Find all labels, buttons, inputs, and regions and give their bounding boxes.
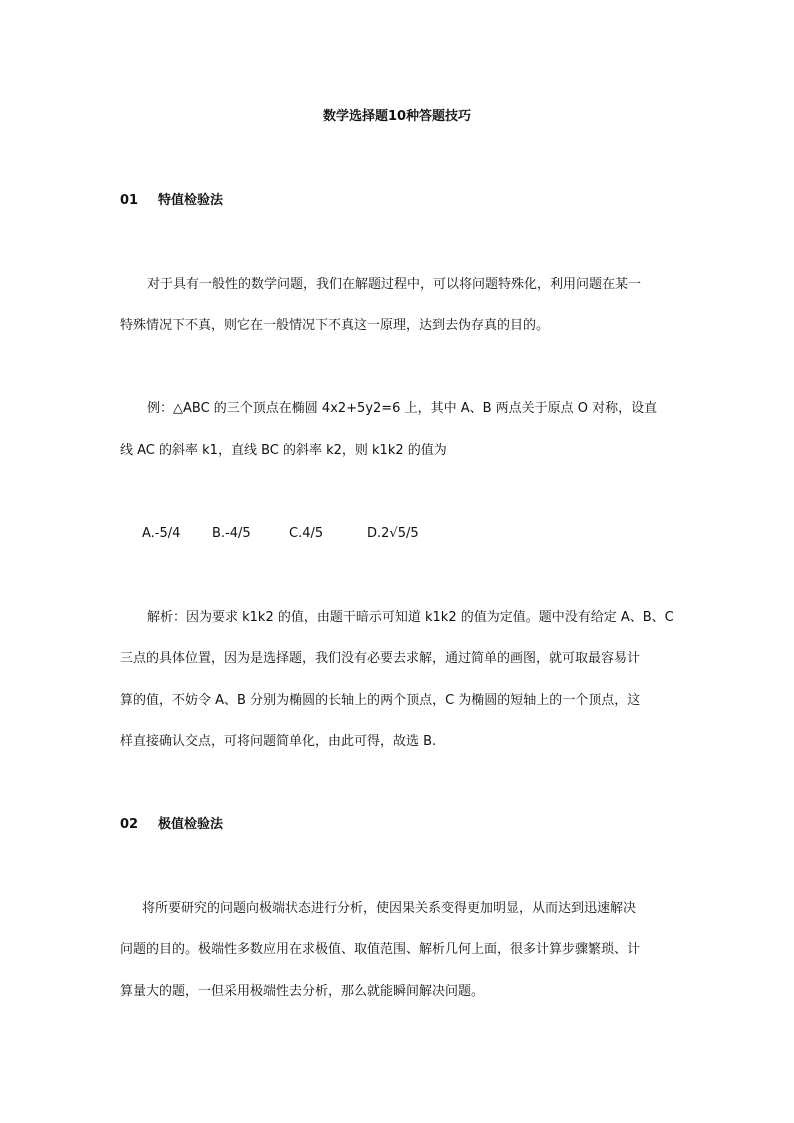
section-number: 02 xyxy=(120,817,139,832)
paragraph-line: 对于具有一般性的数学问题，我们在解题过程中，可以将问题特殊化，利用问题在某一 xyxy=(147,277,642,292)
paragraph-line: 特殊情况下不真，则它在一般情况下不真这一原理，达到去伪存真的目的。 xyxy=(120,318,550,333)
answer-options xyxy=(142,526,419,542)
section-number: 01 xyxy=(120,193,139,208)
section-heading-2 xyxy=(120,817,223,833)
analysis-line: 三点的具体位置，因为是选择题，我们没有必要去求解，通过简单的画图，就可取最容易计 xyxy=(120,651,641,666)
analysis-line: 样直接确认交点，可将问题简单化，由此可得，故选 B. xyxy=(120,734,437,749)
option-c: C.4/5 xyxy=(289,526,324,541)
example-line: 例：△ABC 的三个顶点在椭圆 4x2+5y2=6 上，其中 A、B 两点关于原点 O 对称，设直 xyxy=(147,401,658,416)
paragraph-line: 将所要研究的问题向极端状态进行分析，使因果关系变得更加明显，从而达到迅速解决 xyxy=(142,901,637,916)
analysis-line: 解析：因为要求 k1k2 的值，由题干暗示可知道 k1k2 的值为定值。题中没有给定 A、B、C xyxy=(147,610,674,625)
option-b: B.-4/5 xyxy=(212,526,251,541)
section-heading-1 xyxy=(120,193,223,209)
option-a: A.-5/4 xyxy=(142,526,181,541)
section-title: 特值检验法 xyxy=(158,193,224,208)
document-title: 数学选择题10种答题技巧 xyxy=(322,109,472,124)
example-line: 线 AC 的斜率 k1，直线 BC 的斜率 k2，则 k1k2 的值为 xyxy=(120,443,447,458)
paragraph-line: 算量大的题，一但采用极端性去分析，那么就能瞬间解决问题。 xyxy=(120,984,485,999)
option-d: D.2√5/5 xyxy=(367,526,419,541)
paragraph-line: 问题的目的。极端性多数应用在求极值、取值范围、解析几何上面，很多计算步骤繁琐、计 xyxy=(120,942,641,957)
analysis-line: 算的值，不妨令 A、B 分别为椭圆的长轴上的两个顶点，C 为椭圆的短轴上的一个顶点，这 xyxy=(120,693,641,708)
section-title: 极值检验法 xyxy=(158,817,224,832)
